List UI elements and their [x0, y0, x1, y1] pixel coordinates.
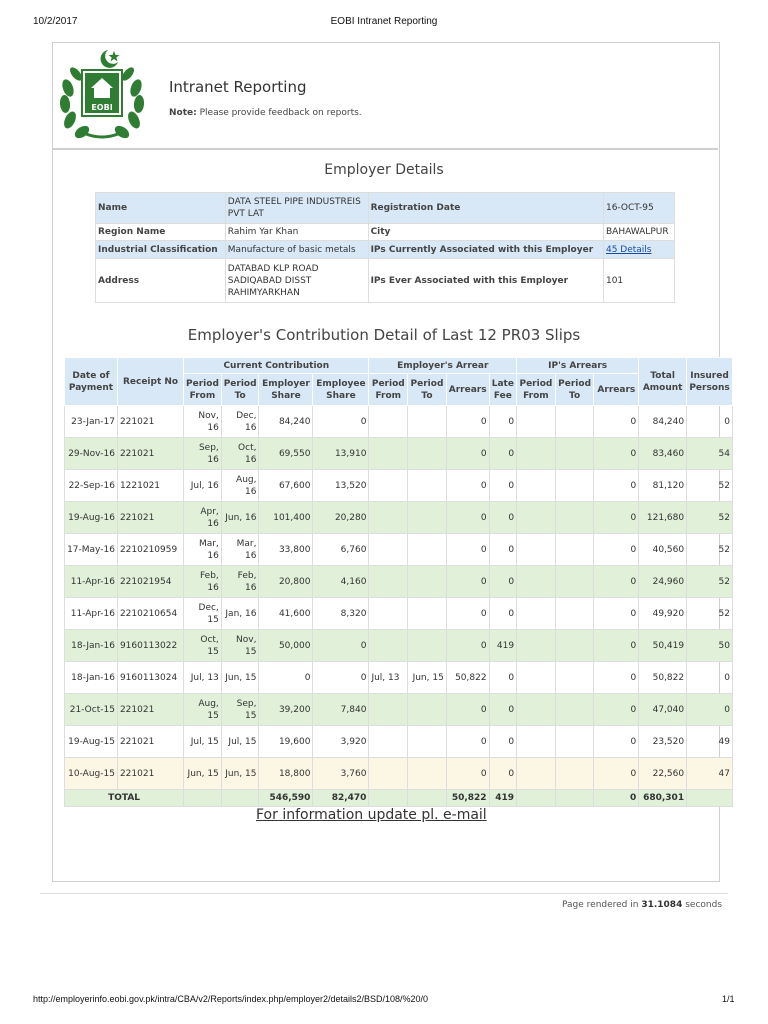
- table-cell: 0: [446, 598, 489, 630]
- table-cell: [555, 502, 594, 534]
- table-cell: [555, 630, 594, 662]
- table-cell: [369, 534, 408, 566]
- feedback-note: Note: Please provide feedback on reports.: [169, 108, 362, 118]
- table-cell: [517, 662, 556, 694]
- table-cell: Jun, 15: [221, 662, 259, 694]
- table-cell: 121,680: [639, 502, 687, 534]
- table-cell: 0: [446, 470, 489, 502]
- total-employee-share: 82,470: [313, 790, 369, 807]
- table-cell: 52: [687, 534, 733, 566]
- print-url: http://employerinfo.eobi.gov.pk/intra/CBA/v2/Reports/index.php/employer2/details2/BSD/108/%20/0: [33, 994, 429, 1004]
- table-row: [65, 406, 733, 438]
- industry-label: Industrial Classification: [96, 241, 226, 259]
- table-cell: 0: [594, 726, 639, 758]
- table-cell: 23,520: [639, 726, 687, 758]
- table-cell: 20,800: [259, 566, 313, 598]
- table-cell: 0: [594, 438, 639, 470]
- table-cell: 0: [594, 694, 639, 726]
- table-cell: Jul, 13: [184, 662, 222, 694]
- table-cell: Apr, 16: [184, 502, 222, 534]
- table-cell: 50,000: [259, 630, 313, 662]
- col-group-employer-arrear: Employer's Arrear: [369, 358, 517, 374]
- col-insured: Insured Persons: [687, 358, 733, 406]
- total-label: TOTAL: [65, 790, 184, 807]
- total-late-fee: 419: [489, 790, 516, 807]
- table-cell: 54: [687, 438, 733, 470]
- print-page-number: 1/1: [722, 994, 735, 1004]
- table-cell: 0: [489, 758, 516, 790]
- table-cell: [555, 598, 594, 630]
- table-cell: 52: [687, 470, 733, 502]
- table-cell: [517, 438, 556, 470]
- table-cell: 0: [489, 694, 516, 726]
- table-cell: 0: [489, 566, 516, 598]
- table-cell: 0: [594, 566, 639, 598]
- table-cell: [369, 694, 408, 726]
- table-cell: 20,280: [313, 502, 369, 534]
- table-cell: Feb, 16: [221, 566, 259, 598]
- table-cell: Mar, 16: [221, 534, 259, 566]
- table-cell: [369, 502, 408, 534]
- table-cell: [517, 406, 556, 438]
- table-cell: [517, 502, 556, 534]
- table-cell: Oct, 15: [184, 630, 222, 662]
- table-cell: 50: [687, 630, 733, 662]
- table-cell: 0: [259, 662, 313, 694]
- col-ea-period-to: Period To: [408, 374, 447, 406]
- table-cell: 19-Aug-16: [65, 502, 118, 534]
- table-row: [65, 630, 733, 662]
- table-cell: Jun, 15: [184, 758, 222, 790]
- table-cell: [369, 406, 408, 438]
- table-cell: 0: [446, 758, 489, 790]
- table-cell: [555, 470, 594, 502]
- col-receipt: Receipt No: [117, 358, 183, 406]
- table-cell: [408, 598, 447, 630]
- region-name: Rahim Yar Khan: [225, 224, 368, 241]
- table-cell: 0: [446, 534, 489, 566]
- table-cell: [408, 470, 447, 502]
- table-row: [65, 598, 733, 630]
- registration-date-label: Registration Date: [368, 193, 603, 224]
- table-cell: 0: [594, 630, 639, 662]
- table-cell: Sep, 16: [184, 438, 222, 470]
- table-cell: 0: [489, 406, 516, 438]
- table-cell: 84,240: [259, 406, 313, 438]
- print-window-title: EOBI Intranet Reporting: [330, 16, 438, 27]
- table-cell: 7,840: [313, 694, 369, 726]
- table-cell: [369, 758, 408, 790]
- col-ea-period-from: Period From: [369, 374, 408, 406]
- table-cell: Jan, 16: [221, 598, 259, 630]
- table-cell: 221021: [117, 502, 183, 534]
- table-cell: 419: [489, 630, 516, 662]
- table-cell: 22,560: [639, 758, 687, 790]
- table-cell: Aug, 16: [221, 470, 259, 502]
- table-cell: Jul, 15: [184, 726, 222, 758]
- table-cell: 221021: [117, 406, 183, 438]
- table-cell: 18-Jan-16: [65, 662, 118, 694]
- city: BAHAWALPUR: [603, 224, 674, 241]
- table-cell: 84,240: [639, 406, 687, 438]
- table-cell: 81,120: [639, 470, 687, 502]
- table-row: [65, 470, 733, 502]
- table-cell: 221021: [117, 438, 183, 470]
- contribution-table: [64, 357, 733, 807]
- table-cell: [369, 566, 408, 598]
- table-cell: 83,460: [639, 438, 687, 470]
- table-cell: 9160113024: [117, 662, 183, 694]
- table-cell: 18-Jan-16: [65, 630, 118, 662]
- table-cell: [517, 534, 556, 566]
- col-ip-period-from: Period From: [517, 374, 556, 406]
- table-cell: 39,200: [259, 694, 313, 726]
- col-employee-share: Employee Share: [313, 374, 369, 406]
- region-label: Region Name: [96, 224, 226, 241]
- table-cell: 47,040: [639, 694, 687, 726]
- table-cell: 0: [313, 662, 369, 694]
- table-cell: 3,920: [313, 726, 369, 758]
- table-cell: [408, 406, 447, 438]
- ips-details-link[interactable]: 45 Details: [605, 244, 652, 255]
- table-cell: 52: [687, 502, 733, 534]
- table-cell: 17-May-16: [65, 534, 118, 566]
- total-employer-share: 546,590: [259, 790, 313, 807]
- table-cell: 0: [594, 502, 639, 534]
- table-cell: [555, 662, 594, 694]
- table-cell: [184, 790, 222, 807]
- ips-ever-count: 101: [603, 259, 674, 303]
- col-period-from: Period From: [184, 374, 222, 406]
- table-cell: 0: [489, 502, 516, 534]
- table-cell: [369, 790, 408, 807]
- table-cell: 23-Jan-17: [65, 406, 118, 438]
- table-cell: 0: [313, 406, 369, 438]
- table-cell: [517, 726, 556, 758]
- table-row: [65, 694, 733, 726]
- col-total: Total Amount: [639, 358, 687, 406]
- registration-date: 16-OCT-95: [603, 193, 674, 224]
- table-cell: [517, 566, 556, 598]
- city-label: City: [368, 224, 603, 241]
- table-cell: Oct, 16: [221, 438, 259, 470]
- table-cell: [555, 726, 594, 758]
- table-row: [65, 438, 733, 470]
- table-cell: [555, 406, 594, 438]
- table-cell: 10-Aug-15: [65, 758, 118, 790]
- table-cell: 9160113022: [117, 630, 183, 662]
- total-ip-arrears: 0: [594, 790, 639, 807]
- table-cell: [408, 534, 447, 566]
- table-cell: 50,419: [639, 630, 687, 662]
- table-cell: 0: [594, 662, 639, 694]
- table-cell: 101,400: [259, 502, 313, 534]
- table-cell: 0: [446, 630, 489, 662]
- table-cell: 0: [594, 406, 639, 438]
- table-cell: [517, 790, 556, 807]
- table-cell: [517, 758, 556, 790]
- table-cell: 221021: [117, 758, 183, 790]
- table-cell: [555, 438, 594, 470]
- table-cell: Jun, 15: [408, 662, 447, 694]
- table-cell: 2210210654: [117, 598, 183, 630]
- table-row: [65, 726, 733, 758]
- table-cell: 49,920: [639, 598, 687, 630]
- table-cell: 0: [446, 566, 489, 598]
- industrial-classification: Manufacture of basic metals: [225, 241, 368, 259]
- address: DATABAD KLP ROAD SADIQABAD DISST RAHIMYARKHAN: [225, 259, 368, 303]
- table-cell: 0: [594, 470, 639, 502]
- table-cell: 69,550: [259, 438, 313, 470]
- table-cell: [555, 566, 594, 598]
- table-cell: 0: [489, 534, 516, 566]
- table-cell: 0: [489, 470, 516, 502]
- table-cell: 0: [687, 662, 733, 694]
- table-cell: [517, 630, 556, 662]
- col-employer-share: Employer Share: [259, 374, 313, 406]
- table-cell: 0: [594, 758, 639, 790]
- table-cell: 0: [446, 502, 489, 534]
- table-cell: 221021954: [117, 566, 183, 598]
- table-cell: Jul, 13: [369, 662, 408, 694]
- table-row: [65, 502, 733, 534]
- table-cell: 21-Oct-15: [65, 694, 118, 726]
- table-cell: [221, 790, 259, 807]
- table-cell: 13,520: [313, 470, 369, 502]
- employer-details-table: [95, 192, 675, 303]
- col-group-ip-arrears: IP's Arrears: [517, 358, 639, 374]
- table-cell: Sep, 15: [221, 694, 259, 726]
- table-cell: [408, 502, 447, 534]
- table-cell: 0: [489, 438, 516, 470]
- table-cell: 6,760: [313, 534, 369, 566]
- table-cell: [555, 694, 594, 726]
- table-cell: [555, 534, 594, 566]
- table-cell: 19-Aug-15: [65, 726, 118, 758]
- table-row: [65, 662, 733, 694]
- table-cell: [687, 790, 733, 807]
- table-cell: 221021: [117, 694, 183, 726]
- print-date: 10/2/2017: [33, 16, 78, 27]
- table-cell: Nov, 16: [184, 406, 222, 438]
- table-cell: 50,822: [639, 662, 687, 694]
- table-cell: 0: [446, 726, 489, 758]
- table-cell: 29-Nov-16: [65, 438, 118, 470]
- table-cell: [408, 758, 447, 790]
- employer-details-title: Employer Details: [324, 162, 444, 178]
- table-cell: 40,560: [639, 534, 687, 566]
- col-ip-period-to: Period To: [555, 374, 594, 406]
- totals-row: [65, 790, 733, 807]
- table-cell: 0: [594, 534, 639, 566]
- table-cell: 0: [313, 630, 369, 662]
- table-cell: [408, 790, 447, 807]
- table-cell: 33,800: [259, 534, 313, 566]
- table-cell: [555, 790, 594, 807]
- table-cell: 11-Apr-16: [65, 566, 118, 598]
- table-cell: [369, 726, 408, 758]
- table-cell: Jul, 15: [221, 726, 259, 758]
- site-title: Intranet Reporting: [169, 78, 307, 96]
- table-cell: 22-Sep-16: [65, 470, 118, 502]
- table-cell: [408, 630, 447, 662]
- header-divider: [52, 148, 718, 150]
- table-cell: [555, 758, 594, 790]
- col-ea-arrears: Arrears: [446, 374, 489, 406]
- col-period-to: Period To: [221, 374, 259, 406]
- col-ip-arrears: Arrears: [594, 374, 639, 406]
- table-cell: 19,600: [259, 726, 313, 758]
- table-cell: 50,822: [446, 662, 489, 694]
- table-cell: 0: [489, 726, 516, 758]
- table-cell: Aug, 15: [184, 694, 222, 726]
- eobi-logo: [56, 44, 148, 142]
- footer-divider: [40, 893, 728, 894]
- total-arrears: 50,822: [446, 790, 489, 807]
- table-cell: 4,160: [313, 566, 369, 598]
- table-cell: 8,320: [313, 598, 369, 630]
- table-cell: 0: [594, 598, 639, 630]
- table-cell: 52: [687, 598, 733, 630]
- col-late-fee: Late Fee: [489, 374, 516, 406]
- table-cell: 2210210959: [117, 534, 183, 566]
- table-cell: [517, 598, 556, 630]
- col-group-current: Current Contribution: [184, 358, 369, 374]
- table-cell: 0: [446, 406, 489, 438]
- table-row: [65, 758, 733, 790]
- ips-current-label: IPs Currently Associated with this Employer: [368, 241, 603, 259]
- table-cell: [517, 694, 556, 726]
- address-label: Address: [96, 259, 226, 303]
- total-amount: 680,301: [639, 790, 687, 807]
- table-cell: 0: [446, 694, 489, 726]
- table-cell: [408, 694, 447, 726]
- table-cell: [369, 630, 408, 662]
- table-cell: Dec, 15: [184, 598, 222, 630]
- table-cell: Mar, 16: [184, 534, 222, 566]
- table-cell: [408, 438, 447, 470]
- table-cell: Nov, 15: [221, 630, 259, 662]
- table-cell: 67,600: [259, 470, 313, 502]
- table-cell: Jul, 16: [184, 470, 222, 502]
- info-update-link[interactable]: For information update pl. e-mail: [256, 807, 487, 823]
- page-render-time: Page rendered in 31.1084 seconds: [562, 900, 723, 910]
- table-row: [65, 566, 733, 598]
- table-cell: 1221021: [117, 470, 183, 502]
- employer-name: DATA STEEL PIPE INDUSTREIS PVT LAT: [225, 193, 368, 224]
- table-cell: 11-Apr-16: [65, 598, 118, 630]
- table-cell: [408, 726, 447, 758]
- name-label: Name: [96, 193, 226, 224]
- table-cell: [369, 470, 408, 502]
- svg-text:EOBI: EOBI: [91, 103, 113, 112]
- table-cell: 49: [687, 726, 733, 758]
- table-cell: 221021: [117, 726, 183, 758]
- table-cell: 0: [446, 438, 489, 470]
- table-cell: 0: [489, 662, 516, 694]
- table-cell: Jun, 16: [221, 502, 259, 534]
- table-cell: [517, 470, 556, 502]
- table-cell: Feb, 16: [184, 566, 222, 598]
- table-cell: 3,760: [313, 758, 369, 790]
- table-cell: 13,910: [313, 438, 369, 470]
- table-cell: [369, 438, 408, 470]
- table-cell: Dec, 16: [221, 406, 259, 438]
- table-cell: 52: [687, 566, 733, 598]
- table-cell: [408, 566, 447, 598]
- table-row: [65, 534, 733, 566]
- table-cell: 18,800: [259, 758, 313, 790]
- table-cell: [369, 598, 408, 630]
- col-date: Date of Payment: [65, 358, 118, 406]
- table-cell: 41,600: [259, 598, 313, 630]
- table-cell: 0: [489, 598, 516, 630]
- table-cell: Jun, 15: [221, 758, 259, 790]
- ips-ever-label: IPs Ever Associated with this Employer: [368, 259, 603, 303]
- table-cell: 47: [687, 758, 733, 790]
- contribution-title: Employer's Contribution Detail of Last 12 PR03 Slips: [187, 326, 581, 344]
- table-cell: 0: [687, 406, 733, 438]
- table-cell: 0: [687, 694, 733, 726]
- table-cell: 24,960: [639, 566, 687, 598]
